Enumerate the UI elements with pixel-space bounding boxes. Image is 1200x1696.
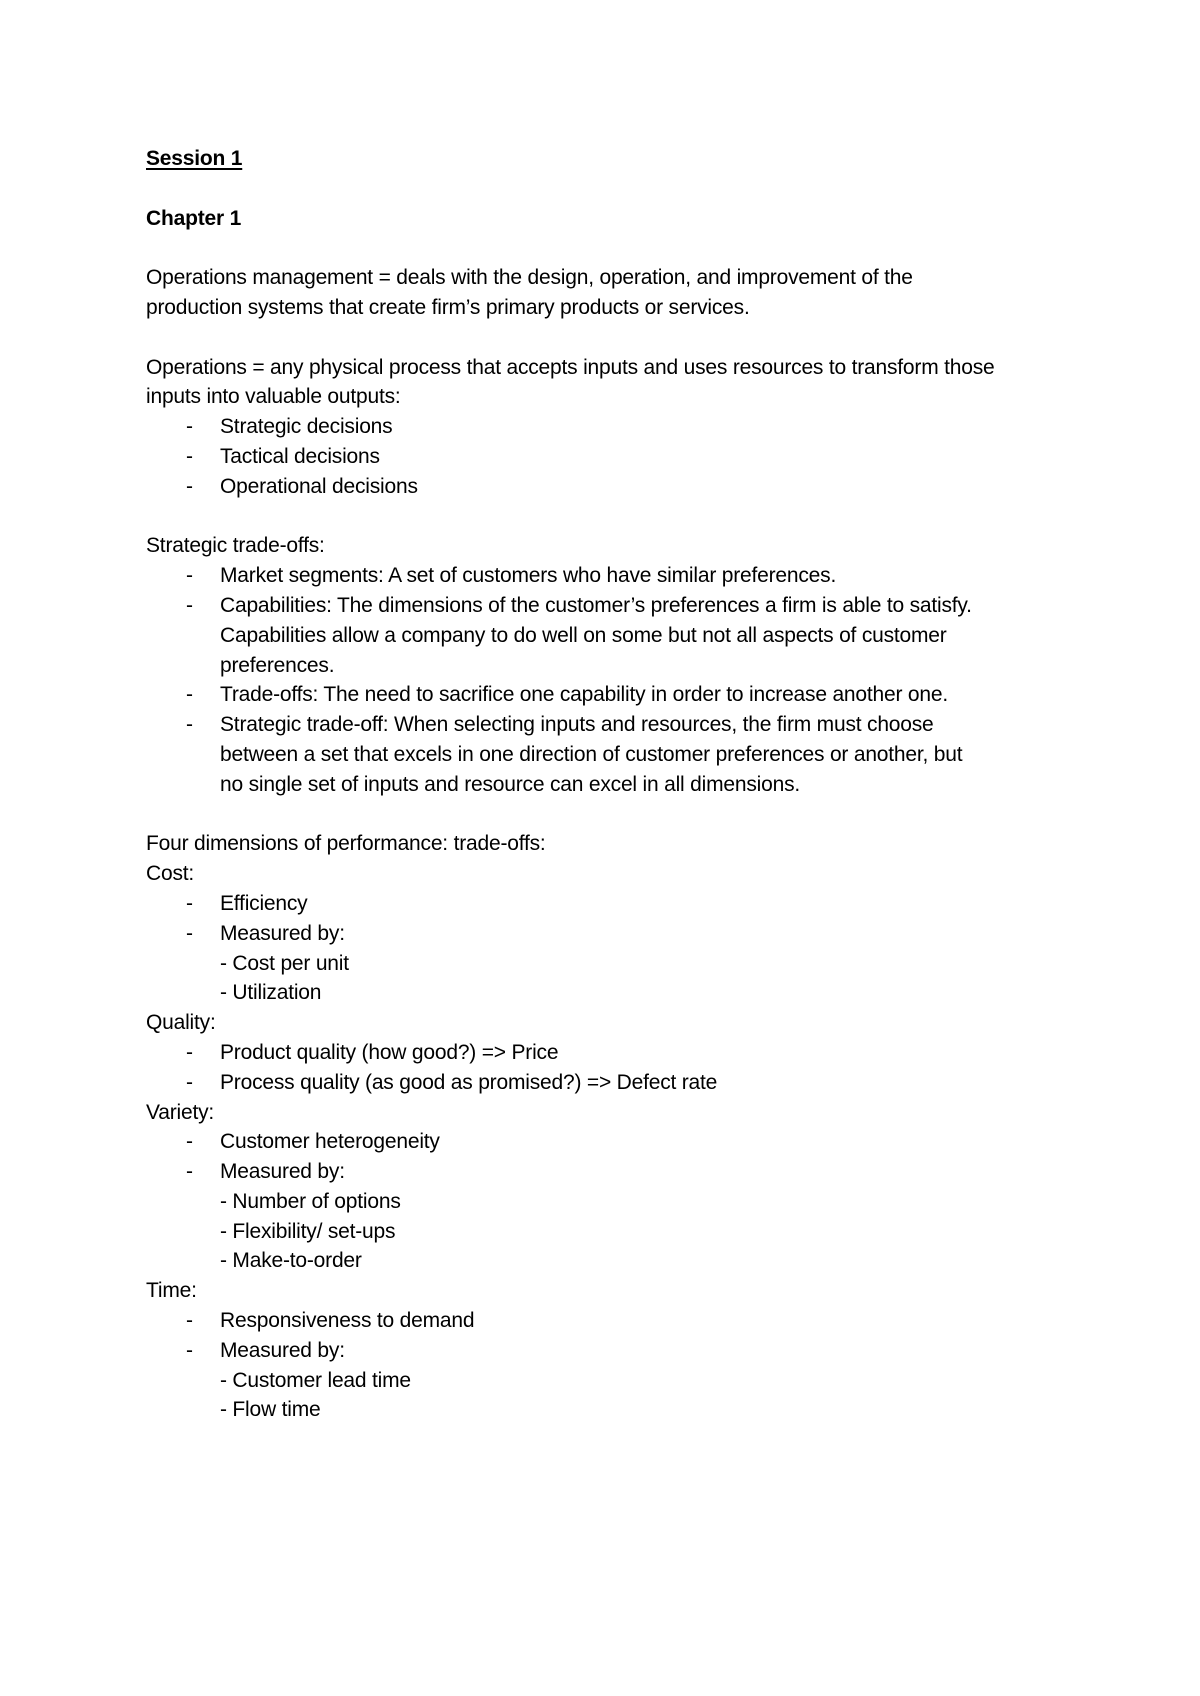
variety-label: Variety:	[146, 1100, 215, 1124]
list-item: - Market segments: A set of customers who have similar preferences.	[146, 561, 1066, 591]
chapter-title: Chapter 1	[146, 206, 242, 230]
cost-list	[146, 889, 1066, 949]
list-item	[146, 710, 1066, 799]
list-item	[146, 591, 1066, 680]
operations-management-definition-line: production systems that create firm’s primary products or services.	[146, 295, 750, 319]
list-item: - Strategic decisions	[146, 412, 1066, 442]
list-item: - Measured by:	[146, 919, 1066, 949]
list-item: - Trade-offs: The need to sacrifice one capability in order to increase another one.	[146, 680, 1066, 710]
measure-item: - Cost per unit	[220, 951, 349, 975]
list-item: - Responsiveness to demand	[146, 1306, 1066, 1336]
dimensions-heading: Four dimensions of performance: trade-offs:	[146, 832, 546, 856]
variety-list	[146, 1127, 1066, 1187]
time-label: Time:	[146, 1279, 197, 1303]
list-item: - Measured by:	[146, 1157, 1066, 1187]
list-item: - Operational decisions	[146, 472, 1066, 502]
list-item-line: Capabilities allow a company to do well on some but not all aspects of customer	[220, 623, 947, 647]
list-item-line: between a set that excels in one direction of customer preferences or another, but	[220, 742, 963, 766]
measure-item: - Flow time	[220, 1398, 321, 1422]
session-title: Session 1	[146, 147, 243, 170]
list-item: - Process quality (as good as promised?) => Defect rate	[146, 1068, 1066, 1098]
decision-levels-list	[146, 412, 1066, 501]
time-list	[146, 1306, 1066, 1366]
measure-item: - Number of options	[220, 1189, 401, 1213]
operations-management-definition-line: Operations management = deals with the design, operation, and improvement of the	[146, 266, 913, 290]
list-item: - Tactical decisions	[146, 442, 1066, 472]
measure-item: - Customer lead time	[220, 1368, 411, 1392]
list-item: - Product quality (how good?) => Price	[146, 1038, 1066, 1068]
strategic-tradeoffs-heading: Strategic trade-offs:	[146, 534, 325, 558]
measure-item: - Flexibility/ set-ups	[220, 1219, 396, 1243]
list-item: - Customer heterogeneity	[146, 1127, 1066, 1157]
measure-item: - Utilization	[220, 981, 322, 1005]
list-item-line: Strategic trade-off: When selecting inputs and resources, the firm must choose	[220, 713, 934, 737]
measure-item: - Make-to-order	[220, 1249, 362, 1273]
cost-label: Cost:	[146, 862, 195, 886]
list-item: - Efficiency	[146, 889, 1066, 919]
quality-list	[146, 1038, 1066, 1098]
quality-label: Quality:	[146, 1011, 216, 1035]
list-item-line: Capabilities: The dimensions of the customer’s preferences a firm is able to satisfy.	[220, 593, 972, 617]
operations-definition-line: inputs into valuable outputs:	[146, 385, 401, 409]
list-item: - Measured by:	[146, 1336, 1066, 1366]
document-body	[146, 144, 1066, 1425]
list-item-line: preferences.	[220, 653, 335, 677]
operations-definition-line: Operations = any physical process that accepts inputs and uses resources to transform those	[146, 355, 995, 379]
list-item-line: no single set of inputs and resource can excel in all dimensions.	[220, 772, 801, 796]
strategic-tradeoffs-list	[146, 561, 1066, 799]
